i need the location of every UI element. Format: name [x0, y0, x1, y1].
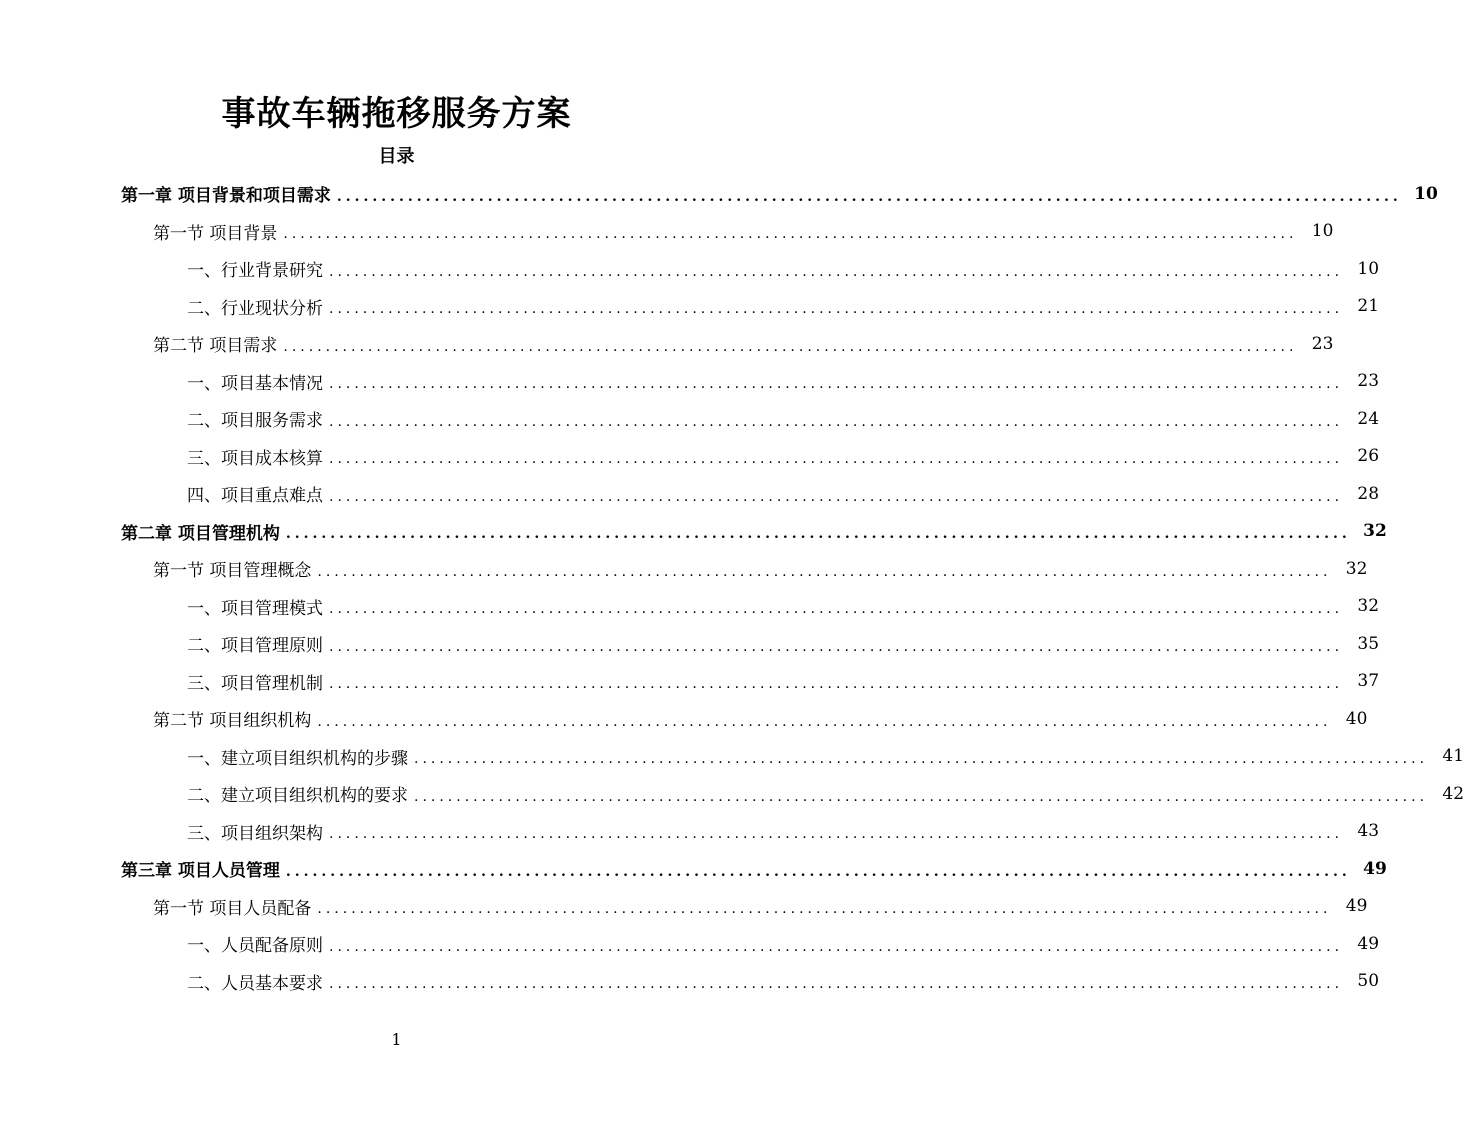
toc-dot-leader: ........................................................................................................................	[329, 676, 1344, 693]
toc-entry[interactable]	[0, 663, 1380, 701]
toc-entry-page: 42	[1442, 783, 1464, 804]
toc-entry-page: 43	[1357, 821, 1380, 842]
toc-entry-page: 49	[1363, 858, 1387, 879]
toc-entry-page: 21	[1357, 296, 1380, 317]
toc-entry-title: 二、人员基本要求	[187, 973, 323, 994]
toc-entry-page: 32	[1345, 558, 1368, 579]
toc-entry-page: 23	[1311, 333, 1334, 354]
toc-dot-leader: ........................................................................................................................	[329, 976, 1344, 993]
page-number: 1	[391, 1030, 402, 1049]
toc-dot-leader: ........................................................................................................................	[414, 788, 1429, 805]
toc-entry[interactable]	[0, 813, 1380, 851]
toc-entry-page: 40	[1345, 708, 1368, 729]
toc-dot-leader: ........................................................................................................................	[336, 188, 1402, 205]
toc-entry-page: 49	[1345, 896, 1368, 917]
toc-entry-title: 一、建立项目组织机构的步骤	[187, 748, 408, 769]
toc-entry-title: 第一节 项目人员配备	[153, 898, 312, 919]
toc-dot-leader: ........................................................................................................................	[317, 901, 1332, 918]
toc-entry-title: 三、项目成本核算	[187, 448, 323, 469]
toc-dot-leader: ........................................................................................................................	[329, 413, 1344, 430]
toc-heading: 目录	[378, 146, 415, 167]
toc-entry-title: 第一节 项目管理概念	[153, 561, 312, 582]
toc-dot-leader: ........................................................................................................................	[285, 526, 1351, 543]
toc-entry-title: 第一节 项目背景	[153, 223, 278, 244]
toc-entry-title: 第三章 项目人员管理	[121, 861, 280, 882]
toc-entry[interactable]	[0, 888, 1368, 926]
toc-dot-leader: ........................................................................................................................	[317, 563, 1332, 580]
toc-entry-title: 二、建立项目组织机构的要求	[187, 786, 408, 807]
toc-entry-page: 41	[1442, 746, 1464, 767]
toc-entry[interactable]	[0, 963, 1380, 1001]
toc-entry-page: 32	[1357, 596, 1380, 617]
toc-entry[interactable]	[0, 850, 1387, 888]
toc-entry-page: 10	[1357, 258, 1380, 279]
toc-entry[interactable]	[0, 550, 1368, 588]
toc-entry-title: 二、项目服务需求	[187, 411, 323, 432]
toc-entry-title: 二、项目管理原则	[187, 636, 323, 657]
toc-dot-leader: ........................................................................................................................	[283, 338, 1298, 355]
table-of-contents	[0, 175, 1464, 1000]
toc-entry[interactable]	[0, 775, 1464, 813]
toc-entry-title: 一、行业背景研究	[187, 261, 323, 282]
toc-entry-page: 35	[1357, 633, 1380, 654]
toc-entry-page: 32	[1363, 521, 1387, 542]
toc-entry[interactable]	[0, 700, 1368, 738]
toc-entry-page: 37	[1357, 671, 1380, 692]
toc-entry-page: 49	[1357, 933, 1380, 954]
toc-entry-title: 一、项目管理模式	[187, 598, 323, 619]
toc-entry[interactable]	[0, 213, 1334, 251]
toc-dot-leader: ........................................................................................................................	[329, 263, 1344, 280]
toc-entry-page: 28	[1357, 483, 1380, 504]
toc-dot-leader: ........................................................................................................................	[329, 638, 1344, 655]
toc-entry-title: 三、项目管理机制	[187, 673, 323, 694]
toc-entry[interactable]	[0, 175, 1438, 213]
toc-entry[interactable]	[0, 288, 1380, 326]
toc-entry-title: 第一章 项目背景和项目需求	[121, 186, 331, 207]
toc-dot-leader: ........................................................................................................................	[317, 713, 1332, 730]
toc-entry-page: 26	[1357, 446, 1380, 467]
toc-entry[interactable]	[0, 325, 1334, 363]
toc-entry[interactable]	[0, 250, 1380, 288]
toc-entry-page: 10	[1311, 221, 1334, 242]
toc-dot-leader: ........................................................................................................................	[285, 863, 1351, 880]
toc-entry-page: 10	[1414, 183, 1438, 204]
toc-dot-leader: ........................................................................................................................	[283, 226, 1298, 243]
toc-entry-title: 第二节 项目需求	[153, 336, 278, 357]
document-title: 事故车辆拖移服务方案	[221, 94, 572, 134]
toc-entry[interactable]	[0, 513, 1387, 551]
toc-entry[interactable]	[0, 400, 1380, 438]
toc-entry[interactable]	[0, 588, 1380, 626]
toc-entry-page: 23	[1357, 371, 1380, 392]
toc-entry[interactable]	[0, 363, 1380, 401]
toc-entry-title: 四、项目重点难点	[187, 486, 323, 507]
toc-entry-title: 第二章 项目管理机构	[121, 523, 280, 544]
toc-entry[interactable]	[0, 738, 1464, 776]
toc-dot-leader: ........................................................................................................................	[329, 301, 1344, 318]
toc-dot-leader: ........................................................................................................................	[329, 938, 1344, 955]
toc-dot-leader: ........................................................................................................................	[329, 601, 1344, 618]
toc-dot-leader: ........................................................................................................................	[329, 451, 1344, 468]
toc-entry[interactable]	[0, 475, 1380, 513]
toc-entry[interactable]	[0, 438, 1380, 476]
toc-dot-leader: ........................................................................................................................	[329, 826, 1344, 843]
toc-entry[interactable]	[0, 925, 1380, 963]
toc-entry-page: 50	[1357, 971, 1380, 992]
toc-dot-leader: ........................................................................................................................	[329, 488, 1344, 505]
toc-entry-title: 一、项目基本情况	[187, 373, 323, 394]
toc-entry[interactable]	[0, 625, 1380, 663]
toc-dot-leader: ........................................................................................................................	[414, 751, 1429, 768]
toc-entry-title: 三、项目组织架构	[187, 823, 323, 844]
toc-entry-page: 24	[1357, 408, 1380, 429]
toc-entry-title: 二、行业现状分析	[187, 298, 323, 319]
toc-dot-leader: ........................................................................................................................	[329, 376, 1344, 393]
toc-entry-title: 一、人员配备原则	[187, 936, 323, 957]
toc-entry-title: 第二节 项目组织机构	[153, 711, 312, 732]
